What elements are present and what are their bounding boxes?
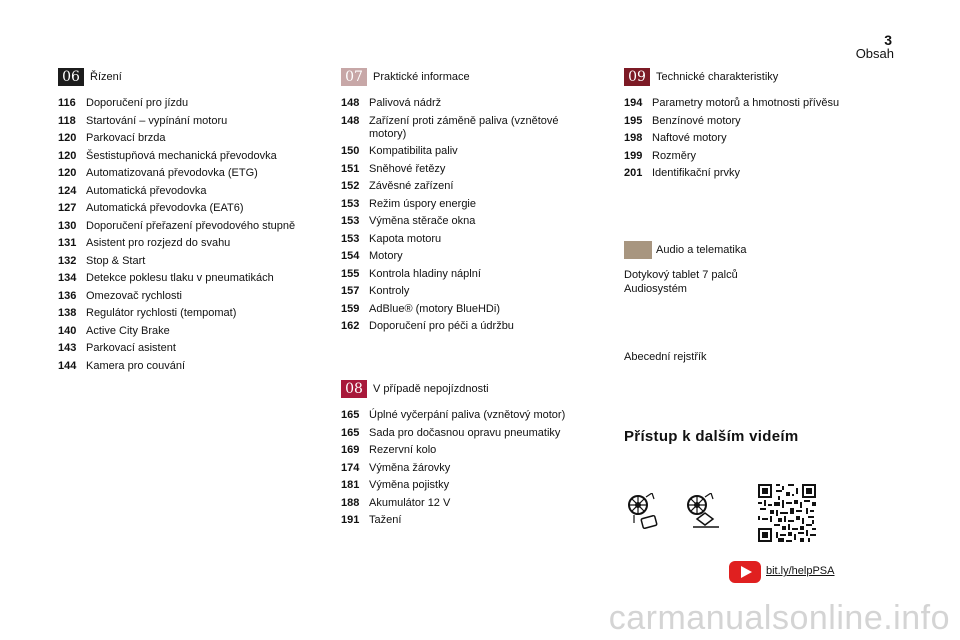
section-header bbox=[341, 379, 591, 399]
toc-entry[interactable] bbox=[341, 198, 591, 211]
entry-text: Závěsné zařízení bbox=[369, 180, 454, 192]
toc-entry[interactable] bbox=[341, 97, 591, 110]
toc-list bbox=[624, 97, 874, 180]
entry-text: Motory bbox=[369, 250, 403, 262]
toc-entry[interactable] bbox=[341, 233, 591, 246]
entry-text: Identifikační prvky bbox=[652, 167, 741, 179]
entry-text: Tažení bbox=[369, 514, 402, 526]
page-ref: 132 bbox=[58, 254, 77, 267]
section-06 bbox=[58, 67, 308, 377]
section-badge: 06 bbox=[58, 68, 84, 86]
page-ref: 169 bbox=[341, 444, 360, 456]
page-ref: 174 bbox=[341, 461, 360, 474]
toc-entry[interactable] bbox=[58, 307, 308, 320]
page-ref: 154 bbox=[341, 250, 360, 262]
page-ref: 118 bbox=[58, 114, 76, 127]
section-title: Praktické informace bbox=[373, 71, 470, 83]
entry-text: Sada pro dočasnou opravu pneumatiky bbox=[369, 426, 561, 439]
toc-entry[interactable] bbox=[341, 163, 591, 176]
toc-entry[interactable] bbox=[58, 290, 308, 303]
toc-entry[interactable] bbox=[341, 145, 591, 158]
page-ref: 143 bbox=[58, 342, 77, 354]
videos-title: Přístup k dalším videím bbox=[624, 428, 799, 445]
audio-color-box bbox=[624, 241, 652, 259]
section-header bbox=[624, 240, 874, 260]
qr-code-icon bbox=[758, 484, 816, 542]
toc-entry[interactable] bbox=[341, 285, 591, 298]
page-ref: 157 bbox=[341, 285, 360, 297]
entry-text: Zařízení proti záměně paliva (vznětové motory) bbox=[369, 114, 559, 140]
page-ref: 194 bbox=[624, 97, 643, 109]
toc-entry[interactable] bbox=[624, 150, 874, 163]
entry-text: Kompatibilita paliv bbox=[369, 145, 458, 157]
entry-text: Úplné vyčerpání paliva (vznětový motor) bbox=[369, 409, 566, 421]
entry-text: Kamera pro couvání bbox=[86, 359, 186, 372]
entry-text: Akumulátor 12 V bbox=[369, 496, 451, 509]
toc-entry[interactable] bbox=[624, 132, 874, 145]
page-ref: 165 bbox=[341, 426, 360, 439]
page-ref: 120 bbox=[58, 132, 77, 144]
page-ref: 144 bbox=[58, 359, 77, 372]
entry-text: Sněhové řetězy bbox=[369, 162, 446, 175]
page-ref: 153 bbox=[341, 197, 360, 210]
section-title: V případě nepojízdnosti bbox=[373, 383, 489, 395]
entry-text: Výměna stěrače okna bbox=[369, 215, 476, 227]
toc-entry[interactable] bbox=[341, 479, 591, 492]
entry-text: Doporučení pro jízdu bbox=[86, 97, 189, 109]
page-ref: 148 bbox=[341, 114, 360, 127]
entry-text: Benzínové motory bbox=[652, 114, 741, 127]
toc-list bbox=[341, 409, 591, 527]
entry-text: Startování – vypínání motoru bbox=[86, 114, 228, 127]
page-ref: 201 bbox=[624, 167, 643, 179]
section-header bbox=[624, 67, 874, 87]
section-title: Audio a telematika bbox=[656, 244, 747, 256]
entry-text: Parkovací brzda bbox=[86, 132, 166, 144]
entry-text: Režim úspory energie bbox=[369, 197, 476, 210]
toc-entry[interactable] bbox=[624, 167, 874, 180]
entry-text: Kontrola hladiny náplní bbox=[369, 267, 481, 280]
entry-text: Regulátor rychlosti (tempomat) bbox=[86, 307, 237, 319]
toc-entry[interactable] bbox=[58, 360, 308, 373]
entry-text: Doporučení přeřazení převodového stupně bbox=[86, 219, 296, 232]
page-ref: 162 bbox=[341, 320, 360, 332]
entry-text: Výměna pojistky bbox=[369, 479, 450, 491]
page-ref: 116 bbox=[58, 97, 76, 109]
watermark: carmanualsonline.info bbox=[608, 599, 950, 637]
entry-text: Parametry motorů a hmotnosti přívěsu bbox=[652, 97, 840, 109]
toc-entry[interactable] bbox=[341, 303, 591, 316]
page-ref: 127 bbox=[58, 202, 77, 214]
page-ref: 152 bbox=[341, 180, 360, 192]
entry-text: Automatizovaná převodovka (ETG) bbox=[86, 167, 258, 179]
toc-entry[interactable] bbox=[58, 325, 308, 338]
toc-entry[interactable] bbox=[341, 215, 591, 228]
toc-entry[interactable] bbox=[58, 202, 308, 215]
page-ref: 140 bbox=[58, 324, 77, 337]
entry-text: Omezovač rychlosti bbox=[86, 289, 182, 302]
audio-line[interactable]: Dotykový tablet 7 palců bbox=[624, 269, 738, 281]
page-number: 3 bbox=[884, 32, 892, 48]
page-ref: 136 bbox=[58, 289, 77, 302]
section-badge: 09 bbox=[624, 68, 650, 86]
section-header bbox=[58, 67, 308, 87]
page-ref: 120 bbox=[58, 167, 77, 179]
page-ref: 153 bbox=[341, 215, 360, 227]
toc-entry[interactable] bbox=[341, 444, 591, 457]
entry-text: Active City Brake bbox=[86, 324, 170, 337]
page-ref: 191 bbox=[341, 514, 360, 526]
entry-text: Kontroly bbox=[369, 285, 410, 297]
page-ref: 138 bbox=[58, 307, 77, 319]
toc-list bbox=[341, 97, 591, 333]
toc-entry[interactable] bbox=[624, 115, 874, 128]
toc-entry[interactable] bbox=[58, 237, 308, 250]
youtube-play-icon[interactable] bbox=[729, 561, 761, 583]
page-ref: 155 bbox=[341, 267, 360, 280]
page-ref: 198 bbox=[624, 132, 643, 144]
audio-line[interactable]: Audiosystém bbox=[624, 283, 687, 295]
page-ref: 165 bbox=[341, 409, 360, 421]
entry-text: Parkovací asistent bbox=[86, 342, 176, 354]
toc-entry[interactable] bbox=[341, 115, 591, 141]
entry-text: Rozměry bbox=[652, 149, 697, 162]
entry-text: Naftové motory bbox=[652, 132, 727, 144]
toc-entry[interactable] bbox=[624, 97, 874, 110]
toc-entry[interactable] bbox=[341, 320, 591, 333]
section-09 bbox=[624, 67, 874, 185]
section-badge: 07 bbox=[341, 68, 367, 86]
toc-entry[interactable] bbox=[341, 268, 591, 281]
page-ref: 159 bbox=[341, 302, 360, 315]
toc-entry[interactable] bbox=[58, 342, 308, 355]
index-link[interactable]: Abecední rejstřík bbox=[624, 351, 707, 363]
entry-text: Stop & Start bbox=[86, 254, 146, 267]
section-title: Technické charakteristiky bbox=[656, 71, 779, 83]
toc-entry[interactable] bbox=[341, 427, 591, 440]
tire-repair-kit-icon bbox=[626, 493, 662, 533]
audio-section bbox=[624, 240, 874, 296]
page-title: Obsah bbox=[855, 46, 894, 61]
toc-entry[interactable] bbox=[341, 462, 591, 475]
entry-text: Automatická převodovka (EAT6) bbox=[86, 202, 244, 214]
page-ref: 181 bbox=[341, 479, 360, 491]
toc-list bbox=[58, 97, 308, 373]
toc-entry[interactable] bbox=[58, 115, 308, 128]
toc-entry[interactable] bbox=[58, 255, 308, 268]
section-08 bbox=[341, 379, 591, 532]
entry-text: Automatická převodovka bbox=[86, 184, 207, 197]
toc-entry[interactable] bbox=[58, 272, 308, 285]
page-ref: 195 bbox=[624, 114, 643, 127]
entry-text: Doporučení pro péči a údržbu bbox=[369, 320, 514, 332]
page-ref: 124 bbox=[58, 184, 77, 197]
page-ref: 199 bbox=[624, 149, 643, 162]
page-ref: 131 bbox=[58, 237, 77, 249]
toc-entry[interactable] bbox=[58, 220, 308, 233]
entry-text: Šestistupňová mechanická převodovka bbox=[86, 149, 277, 162]
section-07 bbox=[341, 67, 591, 338]
toc-entry[interactable] bbox=[341, 514, 591, 527]
toc-entry[interactable] bbox=[58, 132, 308, 145]
entry-text: Detekce poklesu tlaku v pneumatikách bbox=[86, 272, 274, 284]
page-ref: 120 bbox=[58, 149, 77, 162]
toc-entry[interactable] bbox=[341, 497, 591, 510]
toc-entry[interactable] bbox=[58, 185, 308, 198]
page-ref: 130 bbox=[58, 219, 77, 232]
page-ref: 134 bbox=[58, 272, 77, 284]
section-header bbox=[341, 67, 591, 87]
jack-wheel-icon bbox=[685, 493, 725, 533]
page-ref: 150 bbox=[341, 145, 360, 157]
section-badge: 08 bbox=[341, 380, 367, 398]
toc-entry[interactable] bbox=[341, 250, 591, 263]
page-ref: 148 bbox=[341, 97, 360, 109]
toc-entry[interactable] bbox=[341, 409, 591, 422]
entry-text: Výměna žárovky bbox=[369, 461, 451, 474]
entry-text: Rezervní kolo bbox=[369, 444, 437, 456]
page-ref: 151 bbox=[341, 162, 360, 175]
toc-entry[interactable] bbox=[58, 167, 308, 180]
entry-text: Asistent pro rozjezd do svahu bbox=[86, 237, 231, 249]
toc-entry[interactable] bbox=[58, 150, 308, 163]
entry-text: AdBlue® (motory BlueHDi) bbox=[369, 302, 500, 315]
entry-text: Palivová nádrž bbox=[369, 97, 442, 109]
page-ref: 188 bbox=[341, 496, 360, 509]
toc-entry[interactable] bbox=[341, 180, 591, 193]
help-link[interactable]: bit.ly/helpPSA bbox=[766, 565, 835, 577]
toc-entry[interactable] bbox=[58, 97, 308, 110]
entry-text: Kapota motoru bbox=[369, 232, 442, 245]
page-ref: 153 bbox=[341, 232, 360, 245]
section-title: Řízení bbox=[90, 71, 122, 83]
